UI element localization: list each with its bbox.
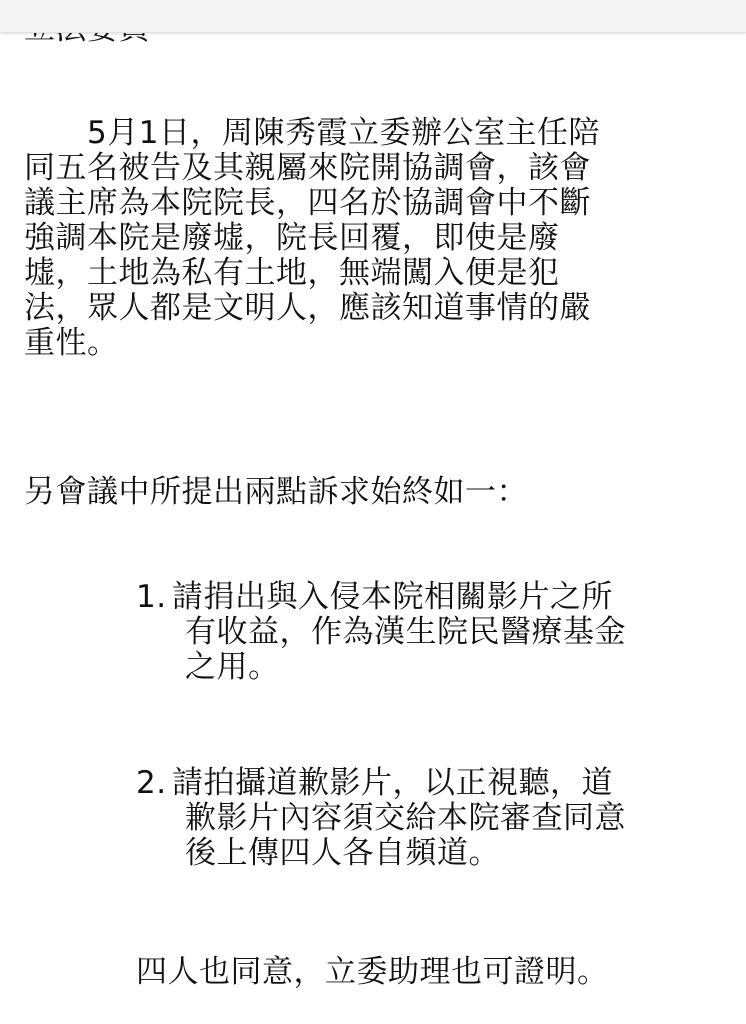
paragraph-agreement: 四人也同意，立委助理也可證明。 <box>136 954 609 990</box>
list-line: 有收益，作為漢生院民醫療基金 <box>185 614 626 650</box>
list-line: 請捐出與入侵本院相關影片之所 <box>172 579 613 615</box>
list-line: 歉影片內容須交給本院審查同意 <box>185 800 626 836</box>
paragraph-line: 強調本院是廢墟，院長回覆，即使是廢 <box>24 220 560 256</box>
paragraph-line: 墟，土地為私有土地，無端闖入便是犯 <box>24 255 560 291</box>
paragraph-line: 同五名被告及其親屬來院開協調會，該會 <box>24 150 591 186</box>
list-line: 請拍攝道歉影片，以正視聽，道 <box>172 765 613 801</box>
paragraph-meeting <box>24 116 600 361</box>
list-line: 後上傳四人各自頻道。 <box>185 835 500 871</box>
list-line: 之用。 <box>185 649 280 685</box>
paragraph-line: 法，眾人都是文明人，應該知道事情的嚴 <box>24 290 591 326</box>
top-app-bar <box>0 0 746 33</box>
demand-list-item-2 <box>136 766 626 871</box>
paragraph-line: 5月1日，周陳秀霞立委辦公室主任陪 <box>24 115 600 151</box>
demand-list-item-1 <box>136 580 626 685</box>
list-number: 1. <box>136 579 167 615</box>
paragraph-line: 議主席為本院院長，四名於協調會中不斷 <box>24 185 591 221</box>
list-number: 2. <box>136 765 167 801</box>
paragraph-demands-intro: 另會議中所提出兩點訴求始終如一： <box>24 474 528 510</box>
paragraph-line: 重性。 <box>24 325 119 361</box>
